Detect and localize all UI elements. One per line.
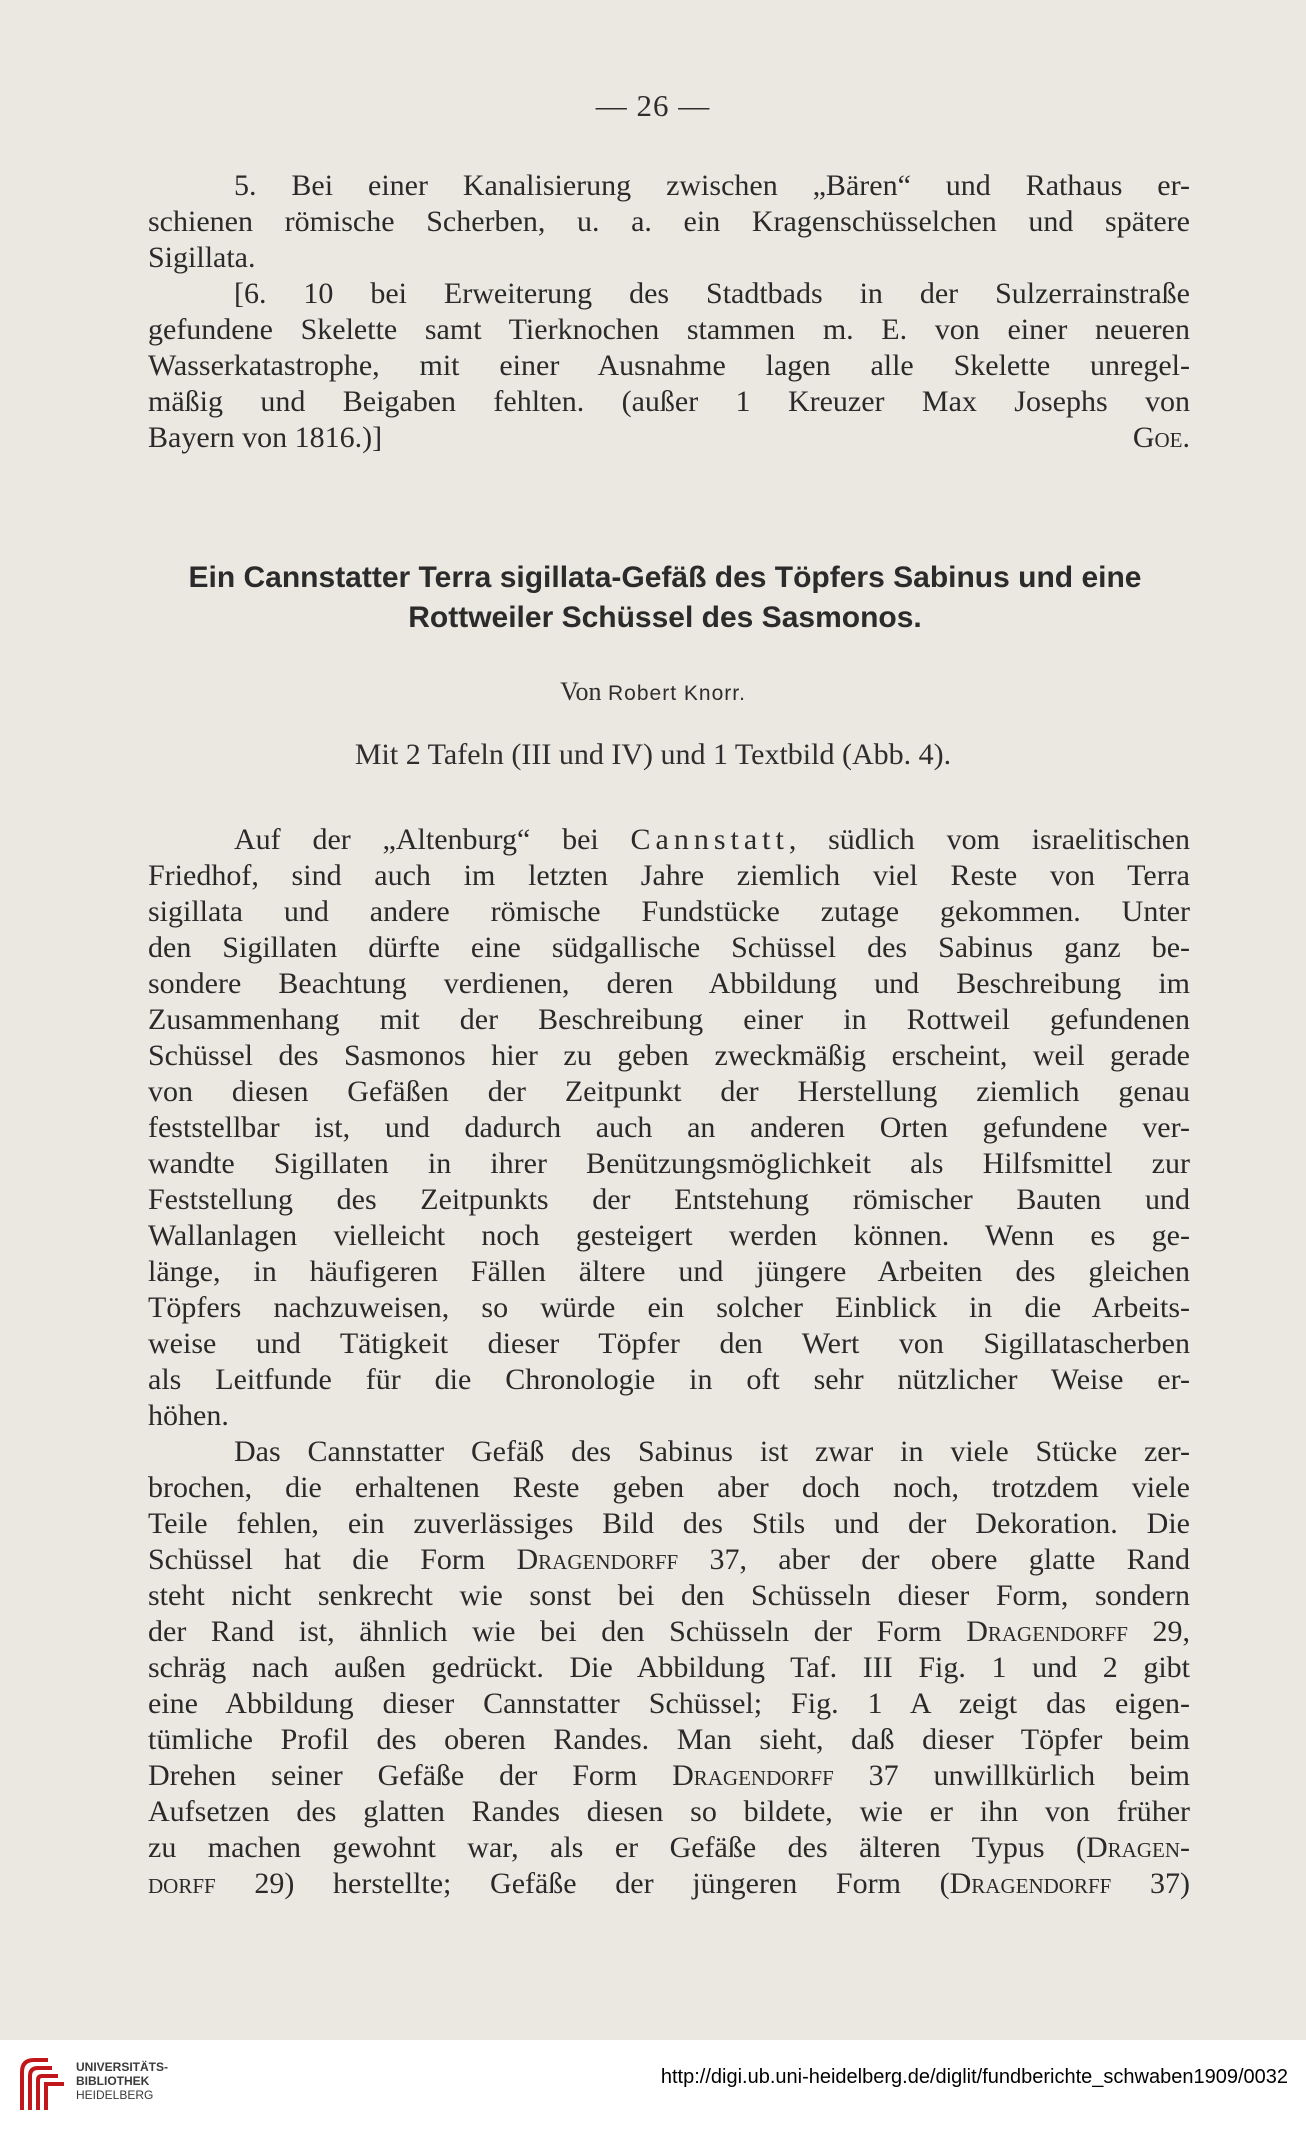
text-line: höhen. — [148, 1399, 229, 1432]
paragraph-2 — [148, 1434, 1190, 1902]
text-line: länge, in häufigeren Fällen ältere und jüngere Arbeiten des gleichen — [148, 1255, 1190, 1288]
page-number: — 26 — — [595, 88, 711, 123]
text-line: von diesen Gefäßen der Zeitpunkt der Herstellung ziemlich genau — [148, 1075, 1190, 1108]
text-line: den Sigillaten dürfte eine südgallische Schüssel des Sabinus ganz be- — [148, 931, 1190, 964]
byline — [0, 677, 1306, 707]
text-line: Zusammenhang mit der Beschreibung einer in Rottweil gefundenen — [148, 1003, 1190, 1036]
text-line: Aufsetzen des glatten Randes diesen so bildete, wie er ihn von früher — [148, 1795, 1190, 1828]
text-fragment: zu machen gewohnt war, als er Gefäße des älteren Typus ( — [148, 1831, 1086, 1864]
text-line: Töpfers nachzuweisen, so würde ein solcher Einblick in die Arbeits- — [148, 1291, 1190, 1324]
text-line: Wallanlagen vielleicht noch gesteigert werden können. Wenn es ge- — [148, 1219, 1190, 1252]
text-line: steht nicht senkrecht wie sonst bei den Schüsseln dieser Form, sondern — [148, 1579, 1190, 1612]
text-line: Feststellung des Zeitpunkts der Entstehung römischer Bauten und — [148, 1183, 1190, 1216]
text-line: sondere Beachtung verdienen, deren Abbildung und Beschreibung im — [148, 967, 1190, 1000]
text-fragment: Schüssel hat die Form — [148, 1543, 517, 1576]
library-name-line: BIBLIOTHEK — [76, 2074, 150, 2088]
text-line — [148, 420, 1190, 456]
text-line: eine Abbildung dieser Cannstatter Schüssel; Fig. 1 A zeigt das eigen- — [148, 1687, 1190, 1720]
text-line: 5. Bei einer Kanalisierung zwischen „Bären“ und Rathaus er- — [234, 169, 1190, 202]
author-reference: Dragendorff — [516, 1543, 679, 1576]
author-signature: Goe. — [1132, 421, 1190, 454]
text-line: brochen, die erhaltenen Reste geben aber doch noch, trotzdem viele — [148, 1471, 1190, 1504]
text-line: Das Cannstatter Gefäß des Sabinus ist zwar in viele Stücke zer- — [234, 1435, 1190, 1468]
text-fragment: 29, — [1127, 1615, 1191, 1648]
text-line: weise und Tätigkeit dieser Töpfer den Wert von Sigillatascherben — [148, 1327, 1190, 1360]
text-line: feststellbar ist, und dadurch auch an anderen Orten gefundene ver- — [148, 1111, 1190, 1144]
author-name: Robert Knorr. — [608, 682, 746, 705]
text-line: [6. 10 bei Erweiterung des Stadtbads in der Sulzerrainstraße — [234, 277, 1190, 310]
text-line: Friedhof, sind auch im letzten Jahre ziemlich viel Reste von Terra — [148, 859, 1190, 892]
paragraph-1 — [148, 822, 1190, 1434]
place-name: Cannstatt — [630, 823, 789, 856]
text-fragment: 37 unwillkürlich beim — [833, 1759, 1190, 1792]
text-line: als Leitfunde für die Chronologie in oft sehr nützlicher Weise er- — [148, 1363, 1190, 1396]
author-reference: Dragendorff — [672, 1759, 834, 1792]
text-line: Sigillata. — [148, 241, 256, 274]
article-subtitle: Mit 2 Tafeln (III und IV) und 1 Textbild (Abb. 4). — [354, 738, 952, 771]
text-line — [148, 822, 1190, 858]
text-line — [148, 1542, 1190, 1578]
author-reference: dorff — [148, 1867, 216, 1900]
text-line — [148, 1866, 1190, 1902]
text-line: Teile fehlen, ein zuverlässiges Bild des Stils und der Dekoration. Die — [148, 1507, 1190, 1540]
text-line: wandte Sigillaten in ihrer Benützungsmöglichkeit als Hilfsmittel zur — [148, 1147, 1190, 1180]
text-line: gefundene Skelette samt Tierknochen stammen m. E. von einer neueren — [148, 313, 1190, 346]
library-name — [76, 2060, 168, 2102]
text-line: Schüssel des Sasmonos hier zu geben zweckmäßig erscheint, weil gerade — [148, 1039, 1190, 1072]
source-url-link[interactable]: http://digi.ub.uni-heidelberg.de/diglit/fundberichte_schwaben1909/0032 — [660, 2066, 1288, 2088]
text-line — [148, 1830, 1190, 1866]
footer-bar — [0, 2040, 1306, 2131]
library-logo-icon[interactable] — [14, 2052, 70, 2116]
text-fragment: , südlich vom israelitischen — [788, 823, 1190, 856]
text-line: schienen römische Scherben, u. a. ein Kragenschüsselchen und spätere — [148, 205, 1190, 238]
text-line: mäßig und Beigaben fehlten. (außer 1 Kreuzer Max Josephs von — [148, 385, 1190, 418]
text-line: Wasserkatastrophe, mit einer Ausnahme lagen alle Skelette unregel- — [148, 349, 1190, 382]
text-fragment: 37, aber der obere glatte Rand — [678, 1543, 1190, 1576]
text-fragment: 29) herstellte; Gefäße der jüngeren Form ( — [215, 1867, 950, 1900]
text-line: schräg nach außen gedrückt. Die Abbildung Taf. III Fig. 1 und 2 gibt — [148, 1651, 1190, 1684]
text-line: tümliche Profil des oberen Randes. Man sieht, daß dieser Töpfer beim — [148, 1723, 1190, 1756]
previous-section — [148, 168, 1190, 456]
article-title-line: Ein Cannstatter Terra sigillata-Gefäß des Töpfers Sabinus und eine — [188, 561, 1142, 594]
byline-prefix: Von — [560, 677, 602, 706]
text-fragment: Drehen seiner Gefäße der Form — [148, 1759, 673, 1792]
library-name-line: UNIVERSITÄTS- — [76, 2060, 169, 2074]
text-fragment: 37) — [1111, 1867, 1190, 1900]
text-line: sigillata und andere römische Fundstücke zutage gekommen. Unter — [148, 895, 1190, 928]
library-name-line: HEIDELBERG — [76, 2088, 154, 2102]
article-title-line: Rottweiler Schüssel des Sasmonos. — [408, 601, 922, 634]
author-reference: Dragendorff — [966, 1615, 1128, 1648]
author-reference: Dragen- — [1086, 1831, 1190, 1864]
text-fragment: der Rand ist, ähnlich wie bei den Schüsseln der Form — [148, 1615, 967, 1648]
article-title — [140, 558, 1190, 638]
text-fragment: Bayern von 1816.)] — [148, 421, 383, 454]
author-reference: Dragendorff — [949, 1867, 1112, 1900]
text-line — [148, 1758, 1190, 1794]
text-line — [148, 1614, 1190, 1650]
text-fragment: Auf der „Altenburg“ bei — [234, 823, 631, 856]
